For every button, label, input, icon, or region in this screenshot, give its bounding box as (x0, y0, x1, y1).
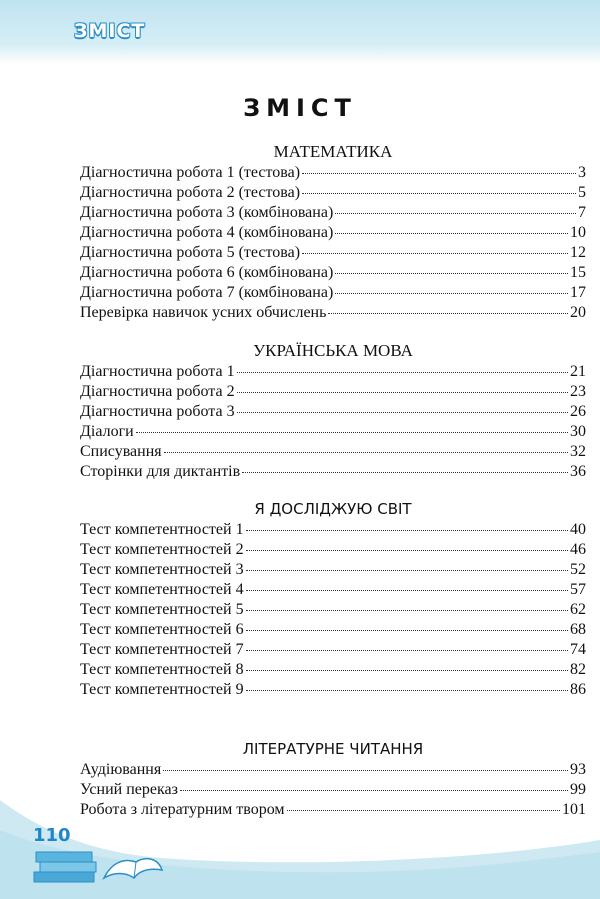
entry-page: 21 (570, 363, 586, 380)
dot-leader (328, 313, 568, 314)
entry-page: 23 (570, 383, 586, 400)
entry-title: Тест компетентностей 9 (80, 681, 244, 698)
entry-title: Діагностична робота 6 (комбінована) (80, 264, 334, 281)
toc-entry[interactable] (80, 780, 586, 800)
dot-leader (335, 273, 568, 274)
section-title: МАТЕМАТИКА (273, 142, 393, 161)
entry-page: 10 (570, 224, 586, 241)
entry-page: 57 (570, 581, 586, 598)
toc-entry[interactable] (80, 243, 586, 263)
entry-page: 30 (570, 423, 586, 440)
dot-leader (246, 670, 568, 671)
entry-page: 36 (570, 463, 586, 480)
dot-leader (302, 173, 576, 174)
toc-entry[interactable] (80, 263, 586, 283)
section-ukrainian (80, 340, 586, 482)
page-title: ЗМІСТ (243, 94, 357, 122)
entry-page: 101 (562, 801, 586, 818)
entry-title: Тест компетентностей 4 (80, 581, 244, 598)
entry-title: Діагностична робота 5 (тестова) (80, 244, 301, 261)
entry-title: Тест компетентностей 8 (80, 661, 244, 678)
entry-title: Діагностична робота 3 (80, 403, 235, 420)
entry-page: 82 (570, 661, 586, 678)
entry-page: 86 (570, 681, 586, 698)
entry-title: Тест компетентностей 6 (80, 621, 244, 638)
dot-leader (246, 550, 568, 551)
dot-leader (237, 412, 568, 413)
dot-leader (237, 392, 568, 393)
toc-entry[interactable] (80, 580, 586, 600)
dot-leader (246, 570, 568, 571)
toc-entry[interactable] (80, 442, 586, 462)
dot-leader (242, 472, 568, 473)
dot-leader (246, 590, 568, 591)
entry-title: Діагностична робота 3 (комбінована) (80, 204, 334, 221)
entry-title: Діагностична робота 1 (80, 363, 235, 380)
books-icon (34, 852, 96, 882)
dot-leader (180, 790, 568, 791)
entry-page: 40 (570, 521, 586, 538)
entry-page: 68 (570, 621, 586, 638)
toc-entry[interactable] (80, 422, 586, 442)
entry-page: 52 (570, 561, 586, 578)
toc-entry[interactable] (80, 462, 586, 482)
section-title: Я ДОСЛІДЖУЮ СВІТ (254, 500, 412, 518)
toc-entry[interactable] (80, 223, 586, 243)
entry-page: 99 (570, 781, 586, 798)
entry-title: Списування (80, 443, 162, 460)
entry-title: Діалоги (80, 423, 134, 440)
dot-leader (302, 193, 576, 194)
toc-entry[interactable] (80, 600, 586, 620)
toc-entry[interactable] (80, 660, 586, 680)
entry-page: 12 (570, 244, 586, 261)
entry-page: 3 (578, 164, 586, 181)
dot-leader (136, 432, 568, 433)
entry-page: 17 (570, 284, 586, 301)
entry-title: Тест компетентностей 3 (80, 561, 244, 578)
toc-entry[interactable] (80, 303, 586, 323)
entry-title: Діагностична робота 2 (80, 383, 235, 400)
toc-entry[interactable] (80, 560, 586, 580)
entry-page: 74 (570, 641, 586, 658)
entry-title: Діагностична робота 4 (комбінована) (80, 224, 334, 241)
dot-leader (335, 233, 568, 234)
toc-entry[interactable] (80, 520, 586, 540)
entry-page: 32 (570, 443, 586, 460)
entry-title: Тест компетентностей 1 (80, 521, 244, 538)
entry-page: 5 (578, 184, 586, 201)
dot-leader (246, 530, 568, 531)
entry-title: Перевірка навичок усних обчислень (80, 304, 327, 321)
dot-leader (302, 253, 568, 254)
footer-band (0, 800, 600, 899)
section-title: УКРАЇНСЬКА МОВА (253, 341, 413, 360)
entry-page: 46 (570, 541, 586, 558)
dot-leader (237, 372, 568, 373)
dot-leader (164, 452, 568, 453)
entry-title: Усний переказ (80, 781, 178, 798)
dot-leader (335, 293, 568, 294)
entry-title: Робота з літературним твором (80, 801, 285, 818)
toc-entry[interactable] (80, 163, 586, 183)
toc-entry[interactable] (80, 680, 586, 700)
entry-title: Аудіювання (80, 761, 162, 778)
toc-entry[interactable] (80, 362, 586, 382)
toc-entry[interactable] (80, 183, 586, 203)
toc-entry[interactable] (80, 620, 586, 640)
toc-entry[interactable] (80, 203, 586, 223)
entry-title: Діагностична робота 1 (тестова) (80, 164, 301, 181)
dot-leader (246, 690, 568, 691)
dot-leader (163, 770, 568, 771)
entry-page: 20 (570, 304, 586, 321)
toc-entry[interactable] (80, 640, 586, 660)
section-mathematics (80, 141, 586, 323)
section-title: ЛІТЕРАТУРНЕ ЧИТАННЯ (242, 740, 424, 758)
entry-page: 26 (570, 403, 586, 420)
entry-page: 15 (570, 264, 586, 281)
entry-page: 7 (578, 204, 586, 221)
footer-wave (0, 800, 600, 899)
section-world (80, 498, 586, 700)
entry-title: Сторінки для диктантів (80, 463, 241, 480)
entry-title: Тест компетентностей 2 (80, 541, 244, 558)
dot-leader (246, 630, 568, 631)
entry-title: Діагностична робота 7 (комбінована) (80, 284, 334, 301)
dot-leader (246, 650, 568, 651)
page-number: 110 (33, 825, 71, 846)
toc-entry[interactable] (80, 283, 586, 303)
entry-title: Тест компетентностей 5 (80, 601, 244, 618)
header-badge: ЗМІСТ (74, 20, 146, 42)
dot-leader (246, 610, 568, 611)
toc-entry[interactable] (80, 402, 586, 422)
toc-entry[interactable] (80, 540, 586, 560)
toc-entry[interactable] (80, 760, 586, 780)
entry-page: 93 (570, 761, 586, 778)
dot-leader (335, 213, 576, 214)
entry-title: Діагностична робота 2 (тестова) (80, 184, 301, 201)
entry-page: 62 (570, 601, 586, 618)
entry-title: Тест компетентностей 7 (80, 641, 244, 658)
toc-entry[interactable] (80, 382, 586, 402)
